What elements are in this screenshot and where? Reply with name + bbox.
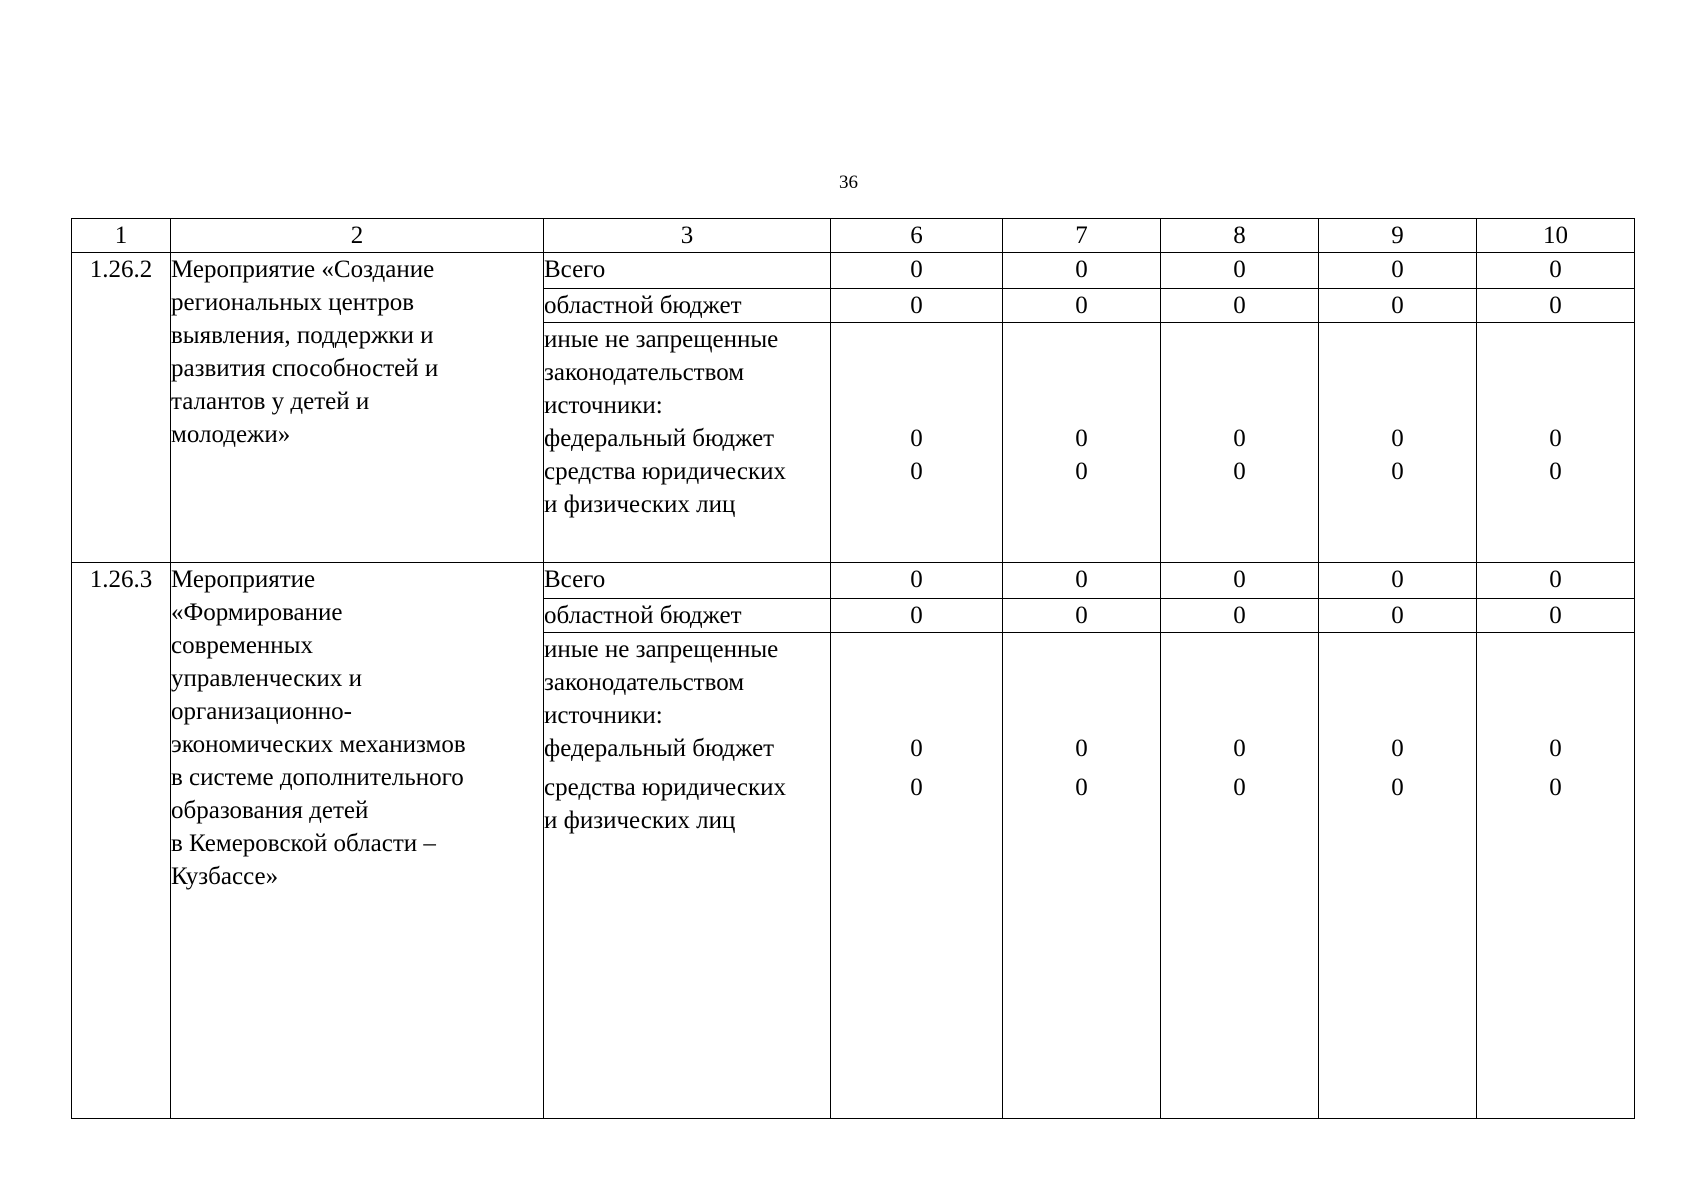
value-cell: 0 (1319, 289, 1477, 323)
value-cell: 0 (1477, 563, 1635, 599)
column-header: 10 (1477, 219, 1635, 253)
column-header: 3 (544, 219, 831, 253)
value-cell: 0 (1319, 253, 1477, 289)
value-cell: 0 0 (831, 323, 1003, 563)
value-cell: 0 (831, 289, 1003, 323)
column-header: 2 (171, 219, 544, 253)
value-cell: 0 (1161, 253, 1319, 289)
column-header: 7 (1003, 219, 1161, 253)
value-cell: 0 (1161, 599, 1319, 633)
value-cell: 0 (831, 599, 1003, 633)
item-description: Мероприятие «Формирование современных управленческих и организационно- экономических механизмов в системе дополнительного образования детей в Кемеровской области – Кузбассе» (171, 563, 544, 1119)
value-cell: 0 0 (1161, 633, 1319, 1119)
source-other-label: иные не запрещенные законодательством источники: федеральный бюджет средства юридических и физических лиц (544, 633, 831, 1119)
source-total-label: Всего (544, 253, 831, 289)
item-number: 1.26.3 (72, 563, 171, 1119)
value-cell: 0 0 (1319, 323, 1477, 563)
value-cell: 0 0 (1003, 323, 1161, 563)
item-number: 1.26.2 (72, 253, 171, 563)
value-cell: 0 (1319, 563, 1477, 599)
value-cell: 0 (1003, 253, 1161, 289)
value-cell: 0 0 (1477, 633, 1635, 1119)
table-row (72, 253, 1635, 289)
value-cell: 0 (1319, 599, 1477, 633)
value-cell: 0 (831, 563, 1003, 599)
value-cell: 0 0 (1319, 633, 1477, 1119)
column-header: 8 (1161, 219, 1319, 253)
value-cell: 0 (1477, 253, 1635, 289)
table-row (72, 563, 1635, 599)
source-other-label: иные не запрещенные законодательством источники: федеральный бюджет средства юридических и физических лиц (544, 323, 831, 563)
value-cell: 0 (1161, 289, 1319, 323)
value-cell: 0 0 (831, 633, 1003, 1119)
value-cell: 0 (1477, 289, 1635, 323)
source-regional-label: областной бюджет (544, 289, 831, 323)
value-cell: 0 (1161, 563, 1319, 599)
value-cell: 0 (1003, 289, 1161, 323)
budget-table (71, 218, 1635, 1119)
value-cell: 0 0 (1161, 323, 1319, 563)
column-header: 1 (72, 219, 171, 253)
page-number: 36 (839, 172, 858, 193)
value-cell: 0 (1003, 563, 1161, 599)
column-header: 6 (831, 219, 1003, 253)
value-cell: 0 0 (1003, 633, 1161, 1119)
source-regional-label: областной бюджет (544, 599, 831, 633)
value-cell: 0 0 (1477, 323, 1635, 563)
column-header: 9 (1319, 219, 1477, 253)
item-description: Мероприятие «Создание региональных центров выявления, поддержки и развития способностей и талантов у детей и молодежи» (171, 253, 544, 563)
source-total-label: Всего (544, 563, 831, 599)
value-cell: 0 (1003, 599, 1161, 633)
value-cell: 0 (1477, 599, 1635, 633)
value-cell: 0 (831, 253, 1003, 289)
table-header-row (72, 219, 1635, 253)
